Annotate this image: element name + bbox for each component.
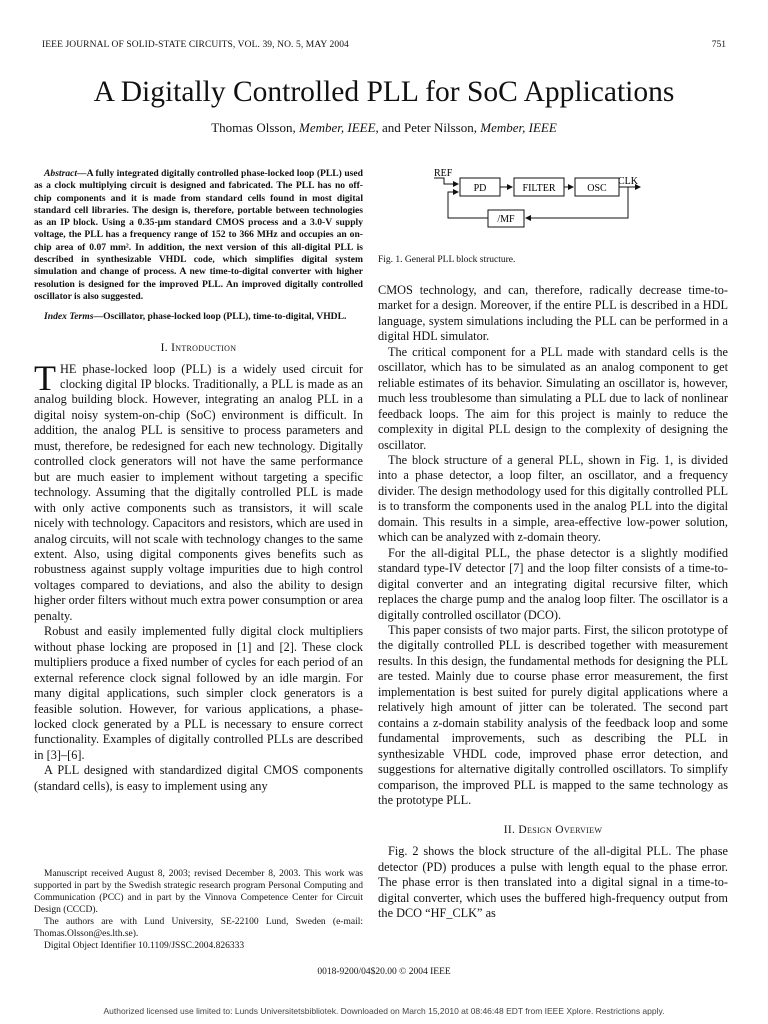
pd-label: PD — [473, 183, 487, 194]
abstract-text: A fully integrated digitally controlled phase-locked loop (PLL) used as a clock multiplying circuit is designed and fabricated. The PLL has no off-chip components and it is made from standard cells found in most digital standard cell libraries. The design is, therefore, portable between technologies as an IP block. Using a 0.35-μm standard CMOS process and a 3.0-V supply voltage, the PLL has a frequency range of 152 to 366 MHz and occupies an on-chip area of 0.07 mm². In addition, the next version of this all-digital PLL is described in synthesizable VHDL code, which simplifies digital system simulation and change of process. A new time-to-digital converter with higher resolution is designed for the improved PLL. An improved digitally controlled oscillator is also suggested. — [34, 168, 363, 302]
right-paragraph-6: Fig. 2 shows the block structure of the all-digital PLL. The phase detector (PD) produces a pulse with length equal to the phase error. The phase error is then translated into a digital signal in a time-to-digital converter, which uses the buffered high-frequency output from the DCO “HF_CLK” as — [378, 844, 728, 921]
author-and: , and Peter Nilsson, — [375, 120, 481, 135]
ref-label: REF — [434, 168, 453, 179]
right-paragraph-1: CMOS technology, and can, therefore, radically decrease time-to-market for a design. Moreover, if the entire PLL is described in a HDL language, system simulations including the PLL can be performed in a digital HDL simulator. — [378, 283, 728, 344]
figure-1 — [378, 160, 728, 255]
index-terms — [34, 311, 363, 323]
footnote — [34, 868, 363, 952]
right-paragraph-5: This paper consists of two major parts. First, the silicon prototype of the digitally controlled PLL is described together with measurement results. In this design, the fundamental methods for designing the PLL are tested. Mainly due to course phase error measurement, the first implementation is best suited for purely digital applications where a relatively high amount of jitter can be tolerated. The second part contains a z-domain stability analysis of the feedback loop and some fundamental improvements, such as describing the PLL in synthesizable VHDL code, improved phase error detection, and suggestions for alternative digitally controlled oscillators. To simplify comparison, the improved PLL is mapped to the same technology as the prototype PLL. — [378, 622, 728, 807]
right-paragraph-4: For the all-digital PLL, the phase detector is a slightly modified standard type-IV detector [7] and the loop filter consists of a time-to-digital converter and an integrating digital recursive filter, which replaces the charge pump and the analog loop filter. The oscillator is a digitally controlled oscillator (DCO). — [378, 545, 728, 622]
author-line — [0, 120, 768, 136]
pll-block-diagram — [378, 160, 728, 255]
intro-paragraph-3: A PLL designed with standardized digital CMOS components (standard cells), is easy to implement using any — [34, 763, 363, 793]
right-paragraph-3: The block structure of a general PLL, shown in Fig. 1, is divided into a phase detector, a loop filter, an oscillator, and a frequency divider. The design methodology used for this digitally controlled PLL is to transform the components used in the analog PLL into the digital domain. This results in a simple, area-effective low-power solution, which can be analyzed with z-domain theory. — [378, 452, 728, 545]
divider-label: /MF — [497, 214, 515, 225]
drop-cap: T — [34, 357, 56, 398]
abstract — [34, 168, 363, 303]
osc-label: OSC — [587, 183, 607, 194]
filter-label: FILTER — [522, 183, 556, 194]
intro-paragraph-1-text: HE phase-locked loop (PLL) is a widely used circuit for clocking digital IP blocks. Traditionally, a PLL is made as an analog building block. However, integrating an analog PLL in a digital noisy system-on-chip (SoC) environment is difficult. In addition, the analog PLL is sensitive to process parameters and must, therefore, be redesigned for each new technology. Digitally controlled clock generators will not have the same performance but are much easier to implement without targeting a specific technology. Assuming that the digitally controlled PLL is made with only active components such as transistors, it will scale nicely with technology. Capacitors and resistors, which are used in analog circuits, will not scale with technology changes to the same extent. Also, using digital components gives benefits such as robustness against supply voltage impurities due to high control voltages compared to deviations, and also the ability to design higher order filters without much extra power consumption or area penalty. — [34, 361, 363, 623]
intro-paragraph-2: Robust and easily implemented fully digital clock multipliers without phase locking are proposed in [1] and [2]. These clock multipliers produce a fixed number of cycles for each period of an external reference clock signal followed by an idle margin. For many digital applications, such simpler clock generators is a feasible solution. However, for various applications, a phase-locked clock generated by a PLL is necessary to ensure correct functionality. Examples of digitally controlled PLLs are described in [3]–[6]. — [34, 624, 363, 762]
intro-paragraph-1 — [34, 357, 363, 625]
author-2-role: Member, IEEE — [480, 120, 557, 135]
clk-label: CLK — [618, 176, 638, 187]
footnote-affiliation: The authors are with Lund University, SE-22100 Lund, Sweden (e-mail: Thomas.Olsson@es.lth.se). — [34, 917, 363, 939]
right-column — [378, 160, 728, 922]
index-terms-text: Oscillator, phase-locked loop (PLL), time-to-digital, VHDL. — [103, 311, 347, 323]
index-terms-label: Index Terms— — [44, 311, 104, 323]
footnote-doi: Digital Object Identifier 10.1109/JSSC.2004.826333 — [44, 941, 245, 951]
right-paragraph-2: The critical component for a PLL made with standard cells is the oscillator, which has to be simulated as an analog component to get reliable estimates of its behavior. Simulating an oscillator is, however, much less troublesome than simulating a PLL due to lack of nonlinear feedback loops. The aim for this project is mainly to reduce the complexity in digital PLL design to the complexity of designing the oscillator. — [378, 344, 728, 452]
footnote-manuscript: Manuscript received August 8, 2003; revised December 8, 2003. This work was supported in part by the Swedish strategic research program Personal Computing and Communication (PCC) and in part by the Vinnova Competence Center for Circuit Design (CCCD). — [34, 869, 363, 915]
page-number: 751 — [711, 40, 726, 50]
left-column — [34, 168, 363, 794]
section-heading-introduction: I. Introduction — [160, 341, 237, 354]
abstract-label: Abstract— — [44, 168, 87, 179]
running-header: IEEE JOURNAL OF SOLID-STATE CIRCUITS, VOL. 39, NO. 5, MAY 2004 — [42, 40, 349, 50]
author-1-role: Member, IEEE — [298, 120, 376, 135]
figure-1-caption: Fig. 1. General PLL block structure. — [378, 255, 516, 265]
section-heading-design-overview: II. Design Overview — [503, 824, 603, 837]
author-1: Thomas Olsson, — [211, 120, 299, 135]
copyright-line: 0018-9200/04$20.00 © 2004 IEEE — [317, 967, 451, 977]
license-notice: Authorized licensed use limited to: Lunds Universitetsbibliotek. Downloaded on March 15,2010 at 08:46:48 EDT from IEEE Xplore. Restrictions apply. — [103, 1006, 665, 1016]
paper-title: A Digitally Controlled PLL for SoC Applications — [93, 76, 675, 108]
